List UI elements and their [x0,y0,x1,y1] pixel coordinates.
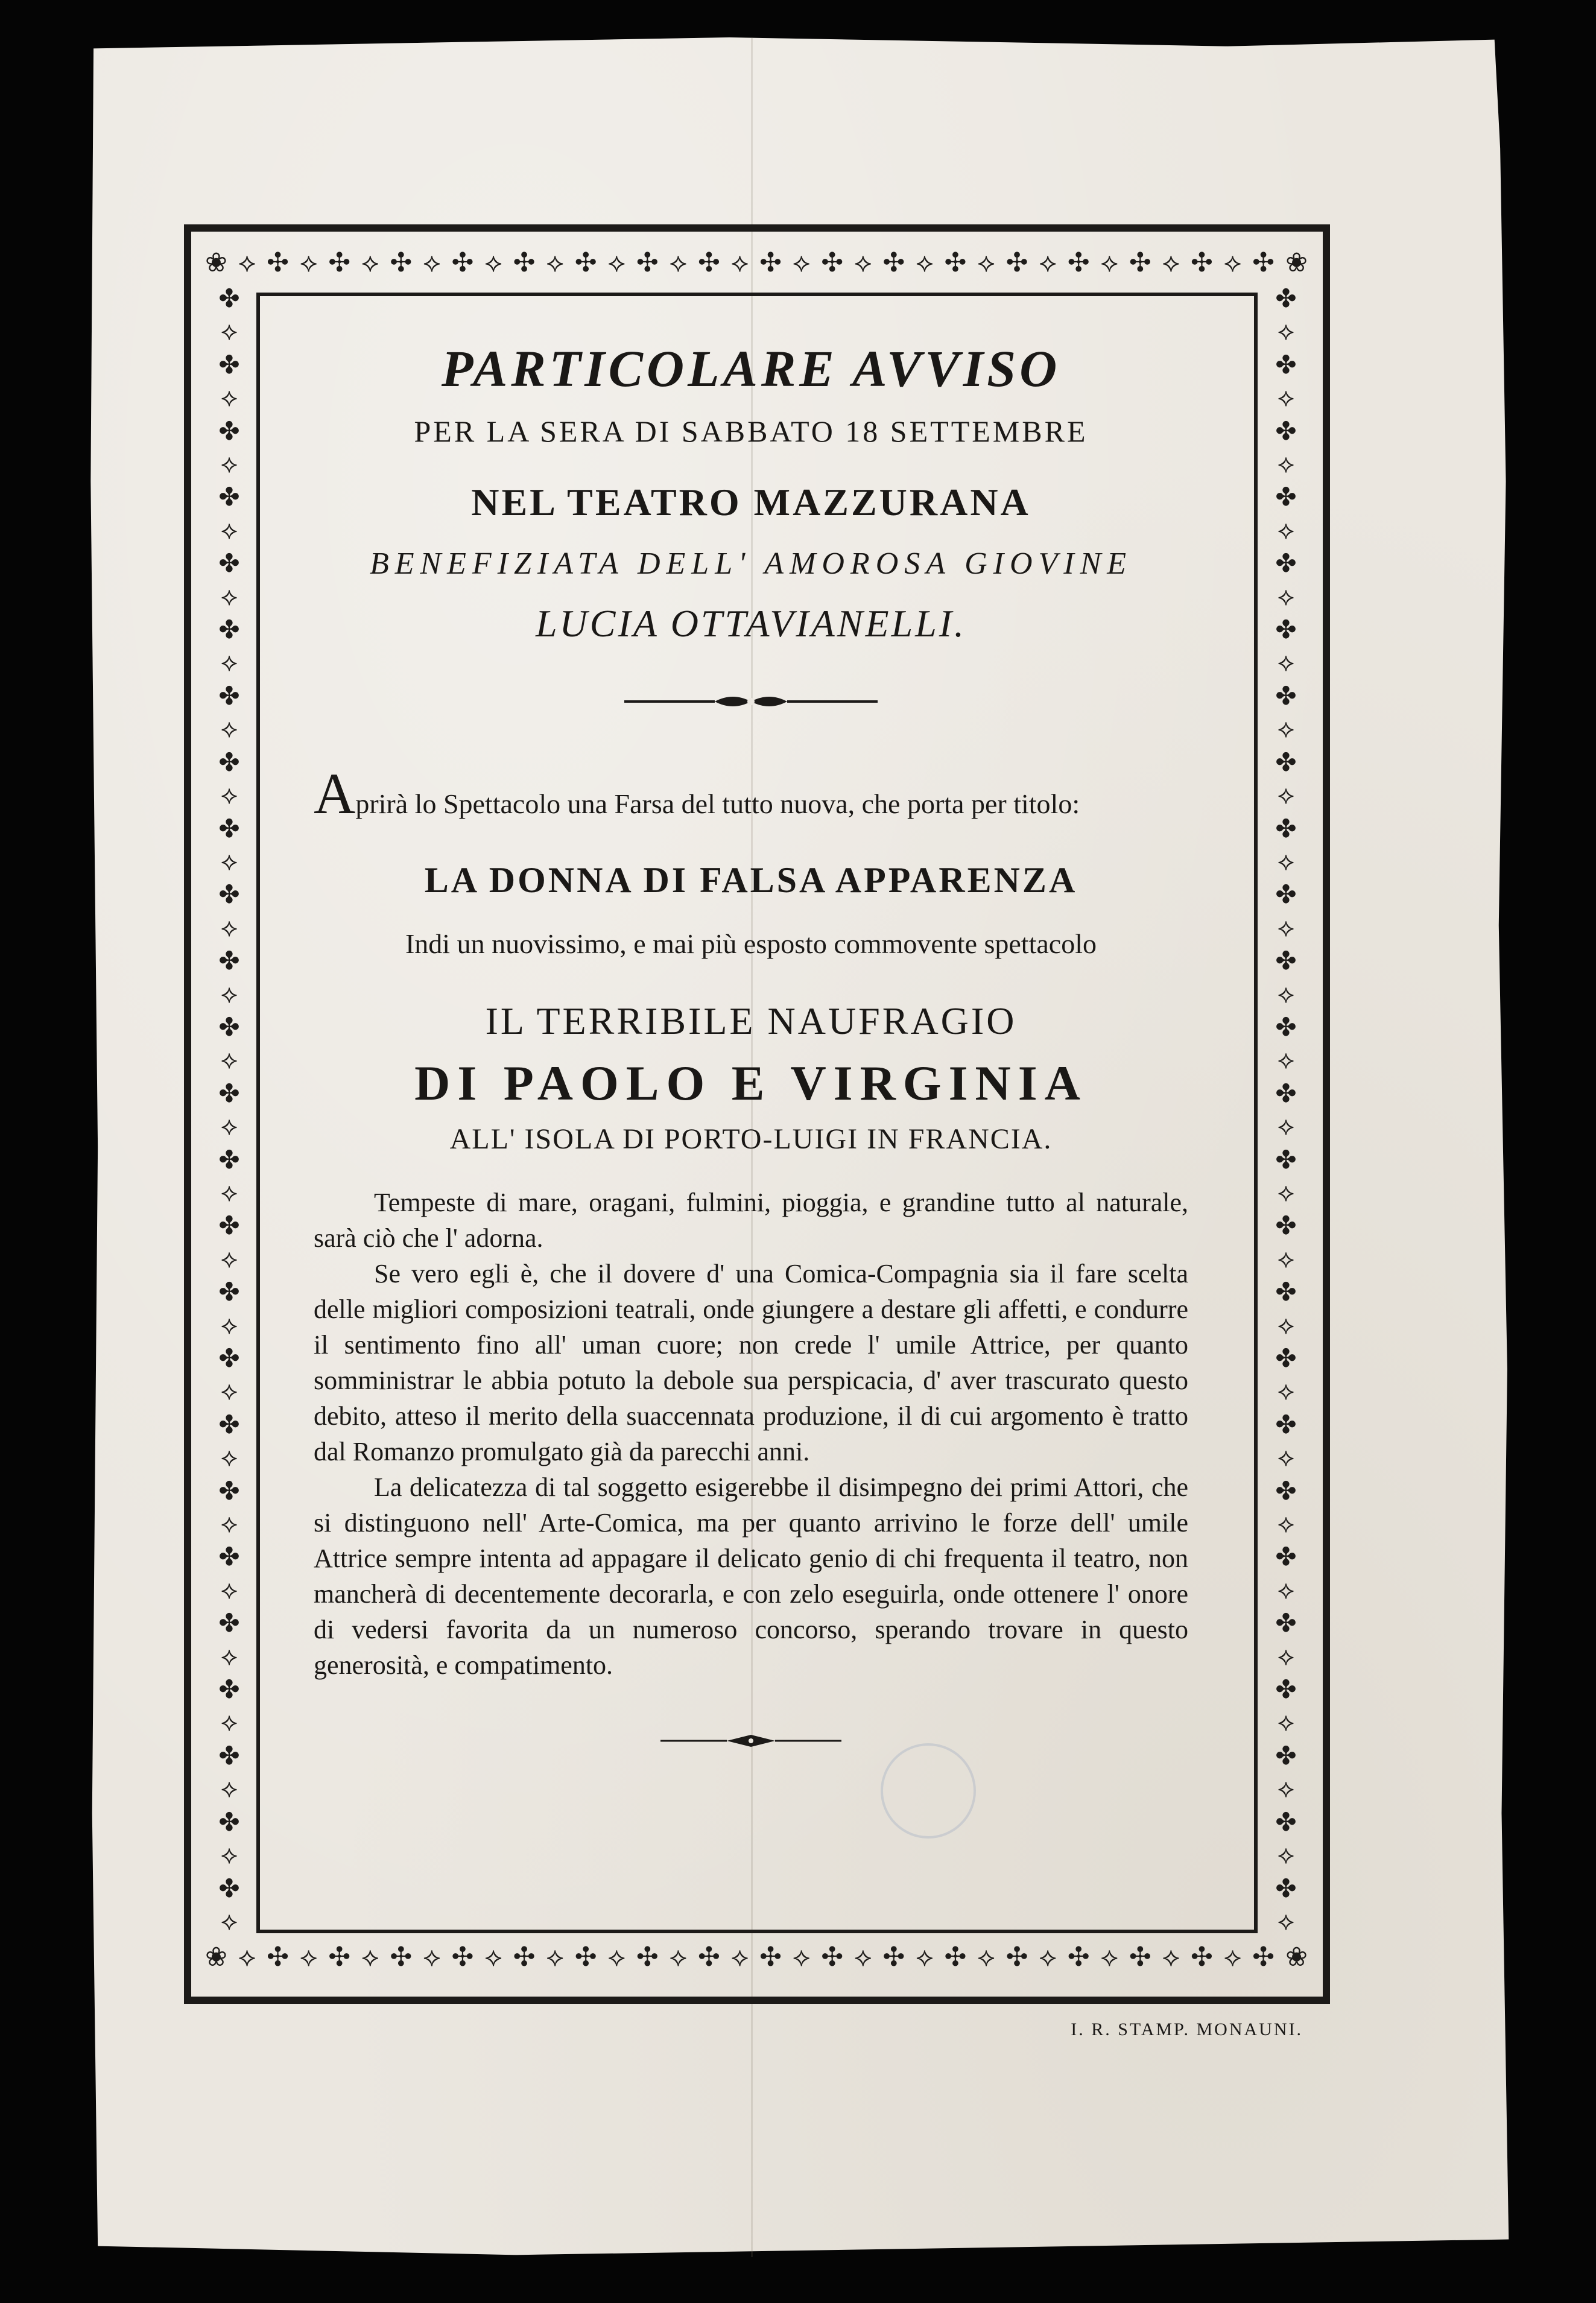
ornament-glyph: ✣ [328,247,352,278]
ornament-glyph: ⟡ [221,316,238,346]
ornament-glyph: ✤ [218,548,240,578]
ornament-glyph: ⟡ [221,1905,238,1936]
ornament-glyph: ✤ [1275,284,1297,313]
ornament-glyph: ✤ [218,946,240,976]
ornament-glyph: ✤ [1275,482,1297,512]
ornament-glyph: ⟡ [238,1941,258,1972]
printer-imprint: I. R. STAMP. MONAUNI. [1071,2019,1303,2039]
ornament-glyph: ⟡ [1278,316,1294,346]
ornament-glyph: ⟡ [977,1941,996,1972]
ornament-glyph: ✤ [1275,1542,1297,1572]
ornament-glyph: ⟡ [221,714,238,744]
ornament-glyph: ✣ [1005,247,1030,278]
ornament-glyph: ✣ [574,247,598,278]
benefit-line: BENEFIZIATA DELL' AMOROSA GIOVINE [369,546,1133,581]
ornament-glyph: ⟡ [221,1442,238,1472]
ornament-glyph: ⟡ [221,449,238,479]
paragraph: La delicatezza di tal soggetto esigerebbe il disimpegno dei primi Attori, che si distinguono nell' Arte-Comica, ma per quanto arrivino le forze dell' umile Attrice sempre intenta ad appagare il delicato genio di chi frequenta il teatro, non mancherà di decentemente decorarla, e con zelo eseguirla, onde ottenere l' onore di vedersi favorita da un numeroso concorso, sperando trovare in questo generosità, e compatimento. [314,1472,1188,1680]
ornament-glyph: ⟡ [1278,647,1294,677]
ornament-glyph: ⟡ [484,1941,504,1972]
intro-paragraph [314,761,1188,826]
ornament-glyph: ⟡ [1278,1111,1294,1141]
ornament-glyph: ✤ [1275,1211,1297,1241]
ornament-glyph: ✤ [218,1277,240,1307]
ornament-glyph: ⟡ [1278,1840,1294,1870]
ornament-glyph: ⟡ [423,247,442,278]
ornamental-band-top [205,244,1309,280]
poster-content [314,338,1188,1753]
ornament-glyph: ✤ [1275,879,1297,910]
ornament-glyph: ✤ [1275,1144,1297,1174]
ornament-glyph: ✣ [944,247,968,278]
ornament-glyph: ⟡ [221,1509,238,1539]
ornamental-divider-end [660,1732,841,1750]
ornament-glyph: ✤ [1275,548,1297,578]
ornament-glyph: ⟡ [1278,515,1294,545]
ornament-glyph: ✤ [1275,349,1297,379]
ornament-glyph: ⟡ [1100,1941,1119,1972]
ornament-glyph: ✤ [218,1740,240,1770]
ornament-glyph: ⟡ [1278,449,1294,479]
ornament-glyph: ⟡ [916,247,935,278]
ornament-glyph: ✤ [218,1211,240,1241]
ornament-glyph: ⟡ [221,515,238,545]
ornament-glyph: ⟡ [1278,1310,1294,1340]
ornament-glyph: ✣ [267,1941,290,1972]
ornament-glyph: ✤ [218,1012,240,1042]
ornament-glyph: ✤ [1275,416,1297,446]
ornament-glyph: ✤ [218,1608,240,1638]
ornament-glyph: ✤ [218,1475,240,1506]
ornament-glyph: ⟡ [1278,581,1294,611]
ornament-glyph: ✣ [1005,1941,1030,1972]
ornament-glyph: ⟡ [221,1773,238,1804]
ornament-glyph: ⟡ [221,1310,238,1340]
ornament-glyph: ⟡ [221,1840,238,1870]
ornament-glyph: ✣ [1252,247,1276,278]
ornament-glyph: ✤ [1275,1674,1297,1705]
ornament-glyph: ⟡ [221,382,238,413]
ornament-glyph: ✣ [390,1941,414,1972]
ornament-glyph: ✤ [218,349,240,379]
ornament-glyph: ⟡ [484,247,504,278]
ornament-glyph: ❀ [1285,1941,1309,1972]
spectacle-title-line3: ALL' ISOLA DI PORTO-LUIGI IN FRANCIA. [449,1123,1053,1155]
ornament-glyph: ⟡ [221,1243,238,1273]
ornament-glyph: ✣ [882,247,907,278]
ornament-glyph: ⟡ [1278,1905,1294,1936]
ornament-glyph: ⟡ [1278,1641,1294,1671]
performance-date: PER LA SERA DI SABBATO 18 SETTEMBRE [414,414,1088,449]
ornament-glyph: ✣ [1191,247,1214,278]
ornament-glyph: ⟡ [1278,846,1294,876]
ornament-glyph: ✤ [218,1807,240,1837]
spectacle-title-line1: IL TERRIBILE NAUFRAGIO [485,999,1017,1042]
ornament-glyph: ⟡ [1278,780,1294,810]
drop-capital: A [314,761,356,826]
ornament-glyph: ✤ [218,747,240,777]
ornament-glyph: ⟡ [1278,1045,1294,1075]
ornament-glyph: ⟡ [300,1941,319,1972]
ornament-glyph: ⟡ [1278,1773,1294,1804]
ornament-glyph: ⟡ [423,1941,442,1972]
ornament-glyph: ⟡ [1278,714,1294,744]
ornament-glyph: ⟡ [916,1941,935,1972]
ornament-glyph: ✣ [821,1941,845,1972]
ornament-glyph: ⟡ [669,1941,688,1972]
ornament-glyph: ✤ [1275,1475,1297,1506]
ornament-glyph: ⟡ [1278,912,1294,942]
ornament-glyph: ⟡ [1223,247,1243,278]
ornament-glyph: ⟡ [607,1941,627,1972]
ornament-glyph: ⟡ [793,247,812,278]
paragraph: Se vero egli è, che il dovere d' una Comica-Compagnia sia il fare scelta delle migliori composizioni teatrali, onde giungere a destare gli affetti, e condurre il sentimento fino all' uman cuore; non crede l' umile Attrice, per quanto somministrar le abbia potuto la debole sua perspicacia, d' aver trascurato questo debito, atteso il merito della suaccennata produzione, il di cui argomento è tratto dal Romanzo promulgato già da parecchi anni. [314,1259,1188,1467]
ornament-glyph: ✤ [218,482,240,512]
ornament-glyph: ✣ [451,1941,475,1972]
ornament-glyph: ✤ [1275,615,1297,645]
ornament-glyph: ✤ [218,680,240,711]
ornament-glyph: ⟡ [221,1707,238,1737]
ornament-glyph: ⟡ [1278,1509,1294,1539]
ornament-glyph: ⟡ [221,581,238,611]
ornament-glyph: ✣ [1067,247,1091,278]
ornament-glyph: ⟡ [977,247,996,278]
ornament-glyph: ✣ [513,1941,537,1972]
ornament-glyph: ⟡ [221,978,238,1009]
ornament-glyph: ✤ [218,1409,240,1439]
ornament-glyph: ✤ [218,1144,240,1174]
ornament-glyph: ⟡ [1039,1941,1058,1972]
ornament-glyph: ⟡ [669,247,688,278]
ornament-glyph: ✤ [1275,1740,1297,1770]
ornament-glyph: ⟡ [221,1376,238,1406]
ornament-glyph: ✤ [1275,1608,1297,1638]
spectacle-intro: Indi un nuovissimo, e mai più esposto commovente spettacolo [405,928,1097,959]
ornament-glyph: ✤ [1275,813,1297,843]
ornament-glyph: ⟡ [1278,1707,1294,1737]
ornament-glyph: ⟡ [221,912,238,942]
ornament-glyph: ⟡ [1162,1941,1181,1972]
ornament-glyph: ⟡ [546,1941,565,1972]
ornament-glyph: ⟡ [793,1941,812,1972]
ornament-glyph: ✣ [1252,1941,1276,1972]
ornament-glyph: ⟡ [1278,978,1294,1009]
ornament-glyph: ⟡ [1039,247,1058,278]
ornament-glyph: ✤ [1275,1078,1297,1108]
ornament-glyph: ✤ [218,813,240,843]
intro-text: prirà lo Spettacolo una Farsa del tutto nuova, che porta per titolo: [355,788,1080,820]
ornament-glyph: ⟡ [361,1941,381,1972]
ornament-glyph: ⟡ [221,647,238,677]
paragraph: Tempeste di mare, oragani, fulmini, pioggia, e grandine tutto al naturale, sarà ciò che l' adorna. [314,1188,1188,1253]
ornament-glyph: ✤ [218,615,240,645]
ornament-glyph: ✤ [1275,680,1297,711]
ornamental-band-bottom [205,1939,1309,1975]
ornament-glyph: ✤ [1275,946,1297,976]
ornament-glyph: ✣ [1129,247,1153,278]
ornament-glyph: ⟡ [607,247,627,278]
poster-title: PARTICOLARE AVVISO [441,340,1061,398]
ornament-glyph: ⟡ [1100,247,1119,278]
ornament-glyph: ✤ [1275,1343,1297,1373]
ornament-glyph: ✣ [328,1941,352,1972]
ornament-glyph: ✣ [821,247,845,278]
ornament-glyph: ✤ [218,879,240,910]
ornament-glyph: ⟡ [730,247,750,278]
ornament-glyph: ✣ [698,247,721,278]
ornament-glyph: ⟡ [1162,247,1181,278]
ornament-glyph: ⟡ [238,247,258,278]
ornament-glyph: ✤ [1275,1409,1297,1439]
ornament-glyph: ⟡ [221,1641,238,1671]
ornament-glyph: ❀ [1285,247,1309,278]
ornament-glyph: ✣ [636,247,660,278]
ornament-glyph: ✣ [759,1941,783,1972]
ornament-glyph: ⟡ [221,1574,238,1604]
spectacle-title-line2: DI PAOLO E VIRGINIA [414,1056,1088,1111]
ornament-glyph: ✣ [759,247,783,278]
ornament-glyph: ✤ [218,1078,240,1108]
theatre-name: NEL TEATRO MAZZURANA [471,481,1031,524]
ornament-glyph: ⟡ [221,780,238,810]
ornament-glyph: ✤ [218,1873,240,1903]
ornament-glyph: ✣ [451,247,475,278]
ornament-glyph: ⟡ [1278,1243,1294,1273]
ornament-glyph: ⟡ [1278,1574,1294,1604]
ornament-glyph: ⟡ [1278,1376,1294,1406]
ornament-glyph: ⟡ [221,846,238,876]
ornament-glyph: ⟡ [1278,1442,1294,1472]
ornament-glyph: ✣ [574,1941,598,1972]
ornament-glyph: ❀ [205,1941,229,1972]
ornamental-band-left [211,284,247,1936]
actress-name: LUCIA OTTAVIANELLI. [535,602,967,645]
ornament-glyph: ⟡ [221,1177,238,1207]
ornament-glyph: ✤ [1275,1277,1297,1307]
farce-title: LA DONNA DI FALSA APPARENZA [424,860,1078,900]
ornament-glyph: ✣ [513,247,537,278]
ornament-glyph: ✣ [1129,1941,1153,1972]
ornament-glyph: ✤ [1275,1873,1297,1903]
ornament-glyph: ⟡ [361,247,381,278]
ornament-glyph: ✤ [218,1674,240,1705]
ornamental-divider [624,689,878,714]
ornament-glyph: ✤ [1275,1807,1297,1837]
ornament-glyph: ⟡ [221,1111,238,1141]
ornament-glyph: ⟡ [1223,1941,1243,1972]
ornament-glyph: ✣ [1067,1941,1091,1972]
ornament-glyph: ⟡ [854,1941,873,1972]
ornament-glyph: ❀ [205,247,229,278]
ornament-glyph: ⟡ [1278,1177,1294,1207]
ornament-glyph: ✣ [390,247,414,278]
ornament-glyph: ⟡ [854,247,873,278]
ornament-glyph: ⟡ [221,1045,238,1075]
ornament-glyph: ✣ [698,1941,721,1972]
ornament-glyph: ✣ [267,247,290,278]
ornamental-band-right [1268,284,1304,1936]
ornament-glyph: ✣ [636,1941,660,1972]
faded-library-stamp [881,1743,976,1839]
ornament-glyph: ✤ [218,416,240,446]
ornament-glyph: ✤ [1275,1012,1297,1042]
ornament-glyph: ✤ [218,284,240,313]
ornament-glyph: ⟡ [546,247,565,278]
ornament-glyph: ✣ [1191,1941,1214,1972]
ornament-glyph: ✤ [218,1343,240,1373]
ornament-glyph: ✤ [1275,747,1297,777]
ornament-glyph: ✤ [218,1542,240,1572]
description-body [314,1185,1188,1683]
ornament-glyph: ✣ [882,1941,907,1972]
ornament-glyph: ⟡ [730,1941,750,1972]
ornament-glyph: ⟡ [1278,382,1294,413]
ornament-glyph: ⟡ [300,247,319,278]
ornament-glyph: ✣ [944,1941,968,1972]
